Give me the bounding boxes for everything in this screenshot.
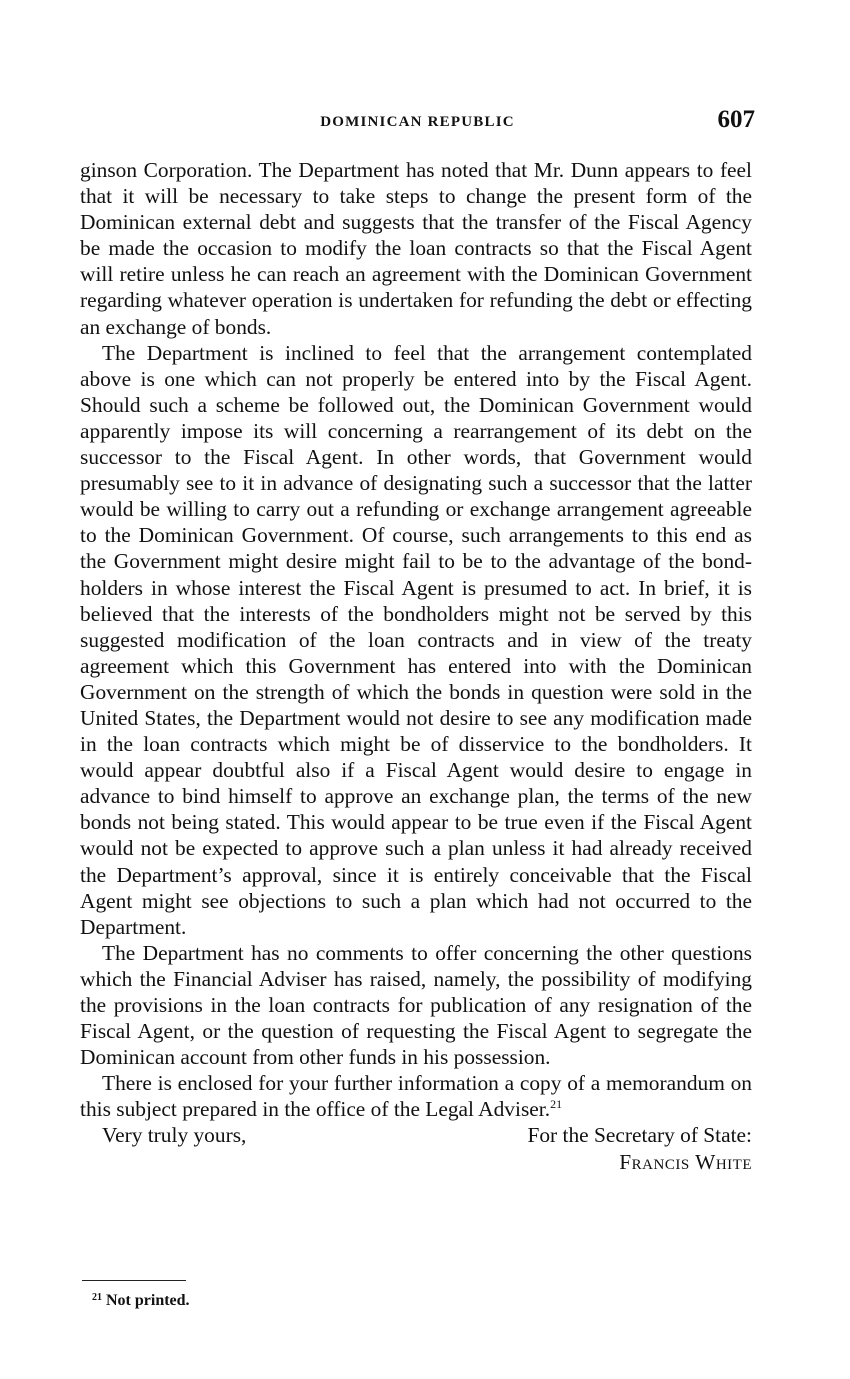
- footnote-text: Not printed.: [106, 1292, 190, 1309]
- page-header: [80, 106, 755, 140]
- paragraph-no-comments: The Department has no comments to offer concerning the other questions which the Financial Adviser has raised, namely, the possibility of modifying the provisions in the loan contracts for publication of any resignation of the Fiscal Agent, or the question of requesting the Fiscal Agent to segregate the Dominican account from other funds in his possession.: [80, 940, 752, 1070]
- footnote-divider: [82, 1280, 186, 1281]
- for-secretary-line: For the Secretary of State:: [527, 1123, 752, 1148]
- letter-body: [80, 157, 752, 1175]
- paragraph-enclosure: [80, 1070, 752, 1122]
- paragraph-arrangement: The Department is inclined to feel that the arrangement contemplated above is one which can not properly be entered into by the Fiscal Agent. Should such a scheme be followed out, the Dominican Government would apparently impose its will concerning a rearrangement of its debt on the successor to the Fiscal Agent. In other words, that Government would presumably see to it in advance of designating such a successor that the latter would be willing to carry out a refunding or exchange arrangement agreeable to the Dominican Government. Of course, such arrangements to this end as the Government might desire might fail to be to the advantage of the bondholders in whose interest the Fiscal Agent is presumed to act. In brief, it is believed that the interests of the bondholders might not be served by this suggested modification of the loan contracts and in view of the treaty agreement which this Government has entered into with the Dominican Government on the strength of which the bonds in question were sold in the United States, the Department would not desire to see any modification made in the loan contracts which might be of disservice to the bondholders. It would appear doubtful also if a Fiscal Agent would desire to engage in advance to bind himself to approve an exchange plan, the terms of the new bonds not being stated. This would appear to be true even if the Fiscal Agent would not be expected to approve such a plan unless it had already received the Department’s approval, since it is entirely conceivable that the Fiscal Agent might see objections to such a plan which had not occurred to the Department.: [80, 340, 752, 939]
- footnote-reference: 21: [550, 1097, 563, 1112]
- page-number: 607: [717, 106, 755, 133]
- signer-name: Francis White: [619, 1149, 752, 1174]
- salutation: Very truly yours,: [102, 1123, 247, 1148]
- running-head: DOMINICAN REPUBLIC: [320, 114, 515, 130]
- enclosure-text: There is enclosed for your further information a copy of a memorandum on this subject prepared in the office of the Legal Adviser.: [80, 1071, 752, 1122]
- footnote-marker: 21: [92, 1292, 102, 1303]
- closing-row: [102, 1122, 752, 1148]
- footnote: [92, 1292, 190, 1310]
- paragraph-continuation: ginson Corporation. The Department has noted that Mr. Dunn appears to feel that it will be necessary to take steps to change the present form of the Dominican external debt and suggests that the transfer of the Fiscal Agency be made the occasion to modify the loan contracts so that the Fiscal Agent will retire unless he can reach an agreement with the Dominican Government regarding whatever operation is undertaken for refunding the debt or effecting an exchange of bonds.: [80, 158, 752, 339]
